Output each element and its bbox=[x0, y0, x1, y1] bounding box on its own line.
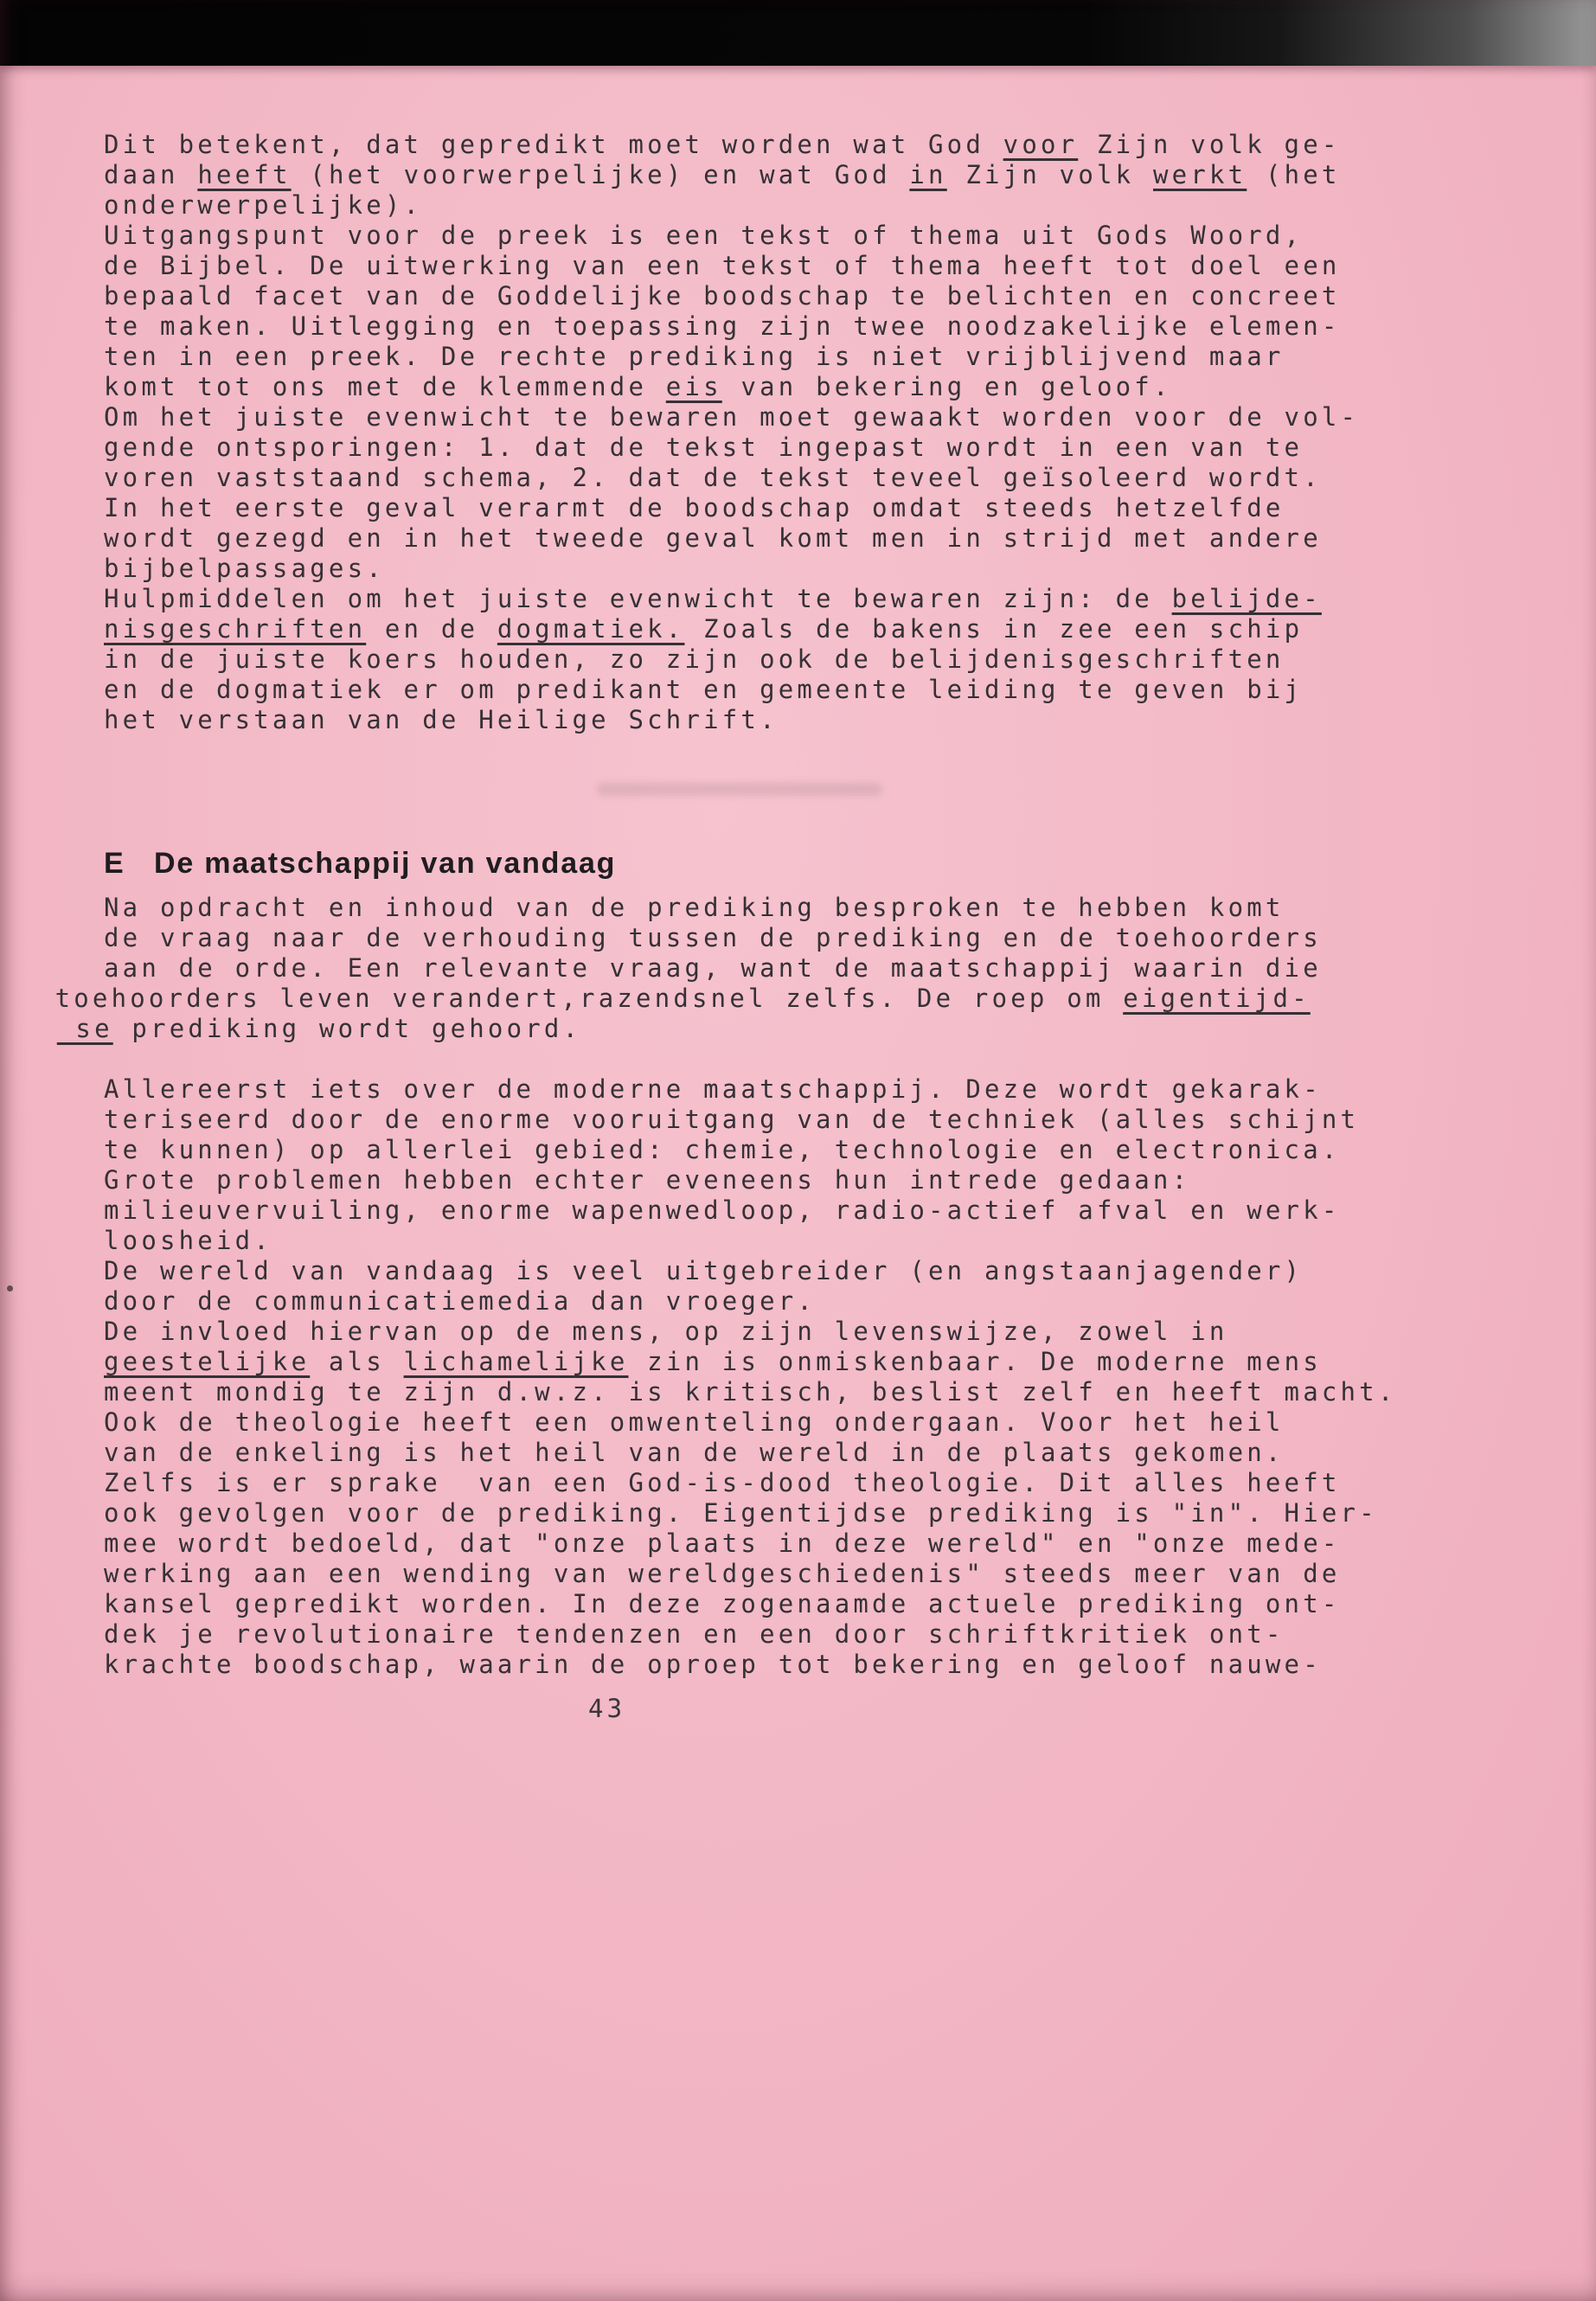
text-line bbox=[104, 1407, 1488, 1438]
text-segment: voor bbox=[1003, 130, 1079, 159]
text-line bbox=[104, 1226, 1488, 1256]
text-segment: mee wordt bedoeld, dat "onze plaats in deze wereld" en "onze mede- bbox=[104, 1529, 1341, 1558]
text-segment: wordt gezegd en in het tweede geval komt men in strijd met andere bbox=[104, 523, 1322, 553]
text-segment: voren vaststaand schema, 2. dat de tekst teveel geïsoleerd wordt. bbox=[104, 463, 1322, 492]
text-line bbox=[104, 433, 1488, 463]
text-line bbox=[104, 342, 1488, 372]
text-segment: Ook de theologie heeft een omwenteling ondergaan. Voor het heil bbox=[104, 1407, 1285, 1437]
text-segment: De invloed hiervan op de mens, op zijn levenswijze, zowel in bbox=[104, 1317, 1228, 1346]
text-line bbox=[104, 1074, 1488, 1105]
text-line bbox=[104, 1589, 1488, 1619]
text-segment: eis bbox=[665, 372, 722, 401]
text-segment: Om het juiste evenwicht te bewaren moet gewaakt worden voor de vol- bbox=[104, 402, 1360, 432]
text-line bbox=[104, 221, 1488, 251]
text-segment: loosheid. bbox=[104, 1226, 272, 1255]
text-segment: eigentijd- bbox=[1123, 984, 1311, 1013]
text-line bbox=[104, 402, 1488, 433]
paragraph bbox=[104, 584, 1488, 735]
paragraph bbox=[104, 221, 1488, 402]
paper-speck bbox=[7, 1285, 13, 1292]
text-segment: en de dogmatiek er om predikant en gemeente leiding te geven bij bbox=[104, 675, 1304, 704]
text-segment: heeft bbox=[197, 160, 292, 189]
text-blocks bbox=[54, 130, 1488, 1680]
text-segment: milieuvervuiling, enorme wapenwedloop, radio-actief afval en werk- bbox=[104, 1195, 1341, 1225]
text-segment: zin is onmiskenbaar. De moderne mens bbox=[628, 1347, 1322, 1376]
text-segment: Zijn volk ge- bbox=[1078, 130, 1341, 159]
text-line bbox=[104, 1559, 1488, 1589]
page-number: 43 bbox=[588, 1694, 626, 1723]
text-segment: werkt bbox=[1152, 160, 1247, 189]
text-segment: de Bijbel. De uitwerking van een tekst of thema heeft tot doel een bbox=[104, 251, 1341, 280]
scan-top-band bbox=[0, 0, 1596, 66]
text-segment: ook gevolgen voor de prediking. Eigentijdse prediking is "in". Hier- bbox=[104, 1498, 1378, 1528]
text-segment: daan bbox=[104, 160, 198, 189]
text-segment: van de enkeling is het heil van de wereld in de plaats gekomen. bbox=[104, 1438, 1285, 1467]
text-segment: in bbox=[909, 160, 947, 189]
text-line bbox=[104, 923, 1488, 953]
section-heading bbox=[104, 844, 1488, 882]
paragraph bbox=[104, 130, 1488, 221]
text-segment: meent mondig te zijn d.w.z. is kritisch, beslist zelf en heeft macht. bbox=[104, 1377, 1397, 1407]
text-line bbox=[104, 1619, 1488, 1650]
text-segment: dogmatiek. bbox=[497, 614, 685, 644]
text-segment: werking aan een wending van wereldgeschiedenis" steeds meer van de bbox=[104, 1559, 1341, 1588]
text-line bbox=[104, 893, 1488, 923]
text-segment: als bbox=[310, 1347, 404, 1376]
text-segment: (het bbox=[1247, 160, 1341, 189]
text-segment: lichamelijke bbox=[403, 1347, 629, 1376]
text-segment: door de communicatiemedia dan vroeger. bbox=[104, 1286, 817, 1316]
text-segment: bepaald facet van de Goddelijke boodschap te belichten en concreet bbox=[104, 281, 1341, 311]
text-line bbox=[104, 372, 1488, 402]
text-segment: teriseerd door de enorme vooruitgang van de techniek (alles schijnt bbox=[104, 1105, 1360, 1134]
text-segment: Hulpmiddelen om het juiste evenwicht te bewaren zijn: de bbox=[104, 584, 1172, 613]
text-segment: kansel gepredikt worden. In deze zogenaamde actuele prediking ont- bbox=[104, 1589, 1341, 1618]
text-line bbox=[104, 493, 1488, 523]
text-line bbox=[104, 281, 1488, 311]
text-segment: Na opdracht en inhoud van de prediking besproken te hebben komt bbox=[104, 893, 1285, 922]
text-segment: en de bbox=[366, 614, 497, 644]
text-line bbox=[57, 1014, 1488, 1044]
text-line bbox=[55, 984, 1488, 1014]
text-line bbox=[104, 1377, 1488, 1407]
text-segment: krachte boodschap, waarin de oproep tot bekering en geloof nauwe- bbox=[104, 1650, 1322, 1679]
text-segment: Grote problemen hebben echter eveneens hun intrede gedaan: bbox=[104, 1165, 1191, 1195]
text-line bbox=[104, 1529, 1488, 1559]
text-line bbox=[104, 463, 1488, 493]
paragraph bbox=[104, 402, 1488, 584]
text-segment: gende ontsporingen: 1. dat de tekst ingepast wordt in een van te bbox=[104, 433, 1304, 462]
text-line bbox=[104, 1438, 1488, 1468]
text-line bbox=[104, 705, 1488, 735]
text-line bbox=[104, 644, 1488, 675]
paragraph bbox=[54, 893, 1488, 1044]
text-line bbox=[104, 1165, 1488, 1195]
text-segment: Allereerst iets over de moderne maatschappij. Deze wordt gekarak- bbox=[104, 1074, 1322, 1104]
text-segment: onderwerpelijke). bbox=[104, 190, 423, 220]
text-segment: te maken. Uitlegging en toepassing zijn twee noodzakelijke elemen- bbox=[104, 311, 1341, 341]
text-column bbox=[54, 130, 1488, 1724]
text-segment: aan de orde. Een relevante vraag, want de maatschappij waarin die bbox=[104, 953, 1322, 983]
text-segment: nisgeschriften bbox=[104, 614, 367, 644]
text-segment: belijde- bbox=[1171, 584, 1322, 613]
text-line bbox=[104, 614, 1488, 644]
text-segment: in de juiste koers houden, zo zijn ook de belijdenisgeschriften bbox=[104, 644, 1285, 674]
text-line bbox=[104, 675, 1488, 705]
text-segment: komt tot ons met de klemmende bbox=[104, 372, 666, 401]
text-segment: se bbox=[56, 1014, 113, 1043]
text-line bbox=[104, 160, 1488, 190]
text-line bbox=[104, 1650, 1488, 1680]
text-segment: toehoorders leven verandert,razendsnel zelfs. De roep om bbox=[54, 984, 1124, 1013]
text-segment: In het eerste geval verarmt de boodschap omdat steeds hetzelfde bbox=[104, 493, 1285, 522]
text-segment: Zelfs is er sprake van een God-is-dood theologie. Dit alles heeft bbox=[104, 1468, 1341, 1497]
section-letter: E bbox=[104, 847, 125, 880]
text-line bbox=[104, 1135, 1488, 1165]
text-line bbox=[104, 523, 1488, 554]
text-segment: De wereld van vandaag is veel uitgebreider (en angstaanjagender) bbox=[104, 1256, 1304, 1285]
text-segment: bijbelpassages. bbox=[104, 554, 385, 583]
text-segment: geestelijke bbox=[104, 1347, 311, 1376]
text-segment: Zijn volk bbox=[946, 160, 1153, 189]
text-segment: ten in een preek. De rechte prediking is niet vrijblijvend maar bbox=[104, 342, 1285, 371]
text-line bbox=[104, 1468, 1488, 1498]
text-line bbox=[104, 554, 1488, 584]
text-line bbox=[104, 1256, 1488, 1286]
text-segment: dek je revolutionaire tendenzen en een door schriftkritiek ont- bbox=[104, 1619, 1285, 1649]
text-line bbox=[104, 1347, 1488, 1377]
text-segment: Dit betekent, dat gepredikt moet worden wat God bbox=[104, 130, 1003, 159]
text-line bbox=[104, 1286, 1488, 1317]
text-segment: te kunnen) op allerlei gebied: chemie, technologie en electronica. bbox=[104, 1135, 1341, 1164]
text-segment: prediking wordt gehoord. bbox=[112, 1014, 582, 1043]
text-line bbox=[104, 311, 1488, 342]
text-segment: (het voorwerpelijke) en wat God bbox=[291, 160, 910, 189]
text-line bbox=[104, 130, 1488, 160]
text-segment: van bekering en geloof. bbox=[721, 372, 1172, 401]
paragraph bbox=[104, 1074, 1488, 1680]
text-line bbox=[104, 251, 1488, 281]
text-segment: de vraag naar de verhouding tussen de prediking en de toehoorders bbox=[104, 923, 1322, 952]
text-line bbox=[104, 1317, 1488, 1347]
text-segment: het verstaan van de Heilige Schrift. bbox=[104, 705, 779, 734]
text-line bbox=[104, 1105, 1488, 1135]
text-line bbox=[104, 190, 1488, 221]
text-line bbox=[104, 584, 1488, 614]
section-title: De maatschappij van vandaag bbox=[154, 847, 617, 880]
text-segment: Zoals de bakens in zee een schip bbox=[684, 614, 1304, 644]
text-segment: Uitgangspunt voor de preek is een tekst of thema uit Gods Woord, bbox=[104, 221, 1304, 250]
text-line bbox=[104, 1195, 1488, 1226]
text-line bbox=[104, 1498, 1488, 1529]
text-line bbox=[104, 953, 1488, 984]
